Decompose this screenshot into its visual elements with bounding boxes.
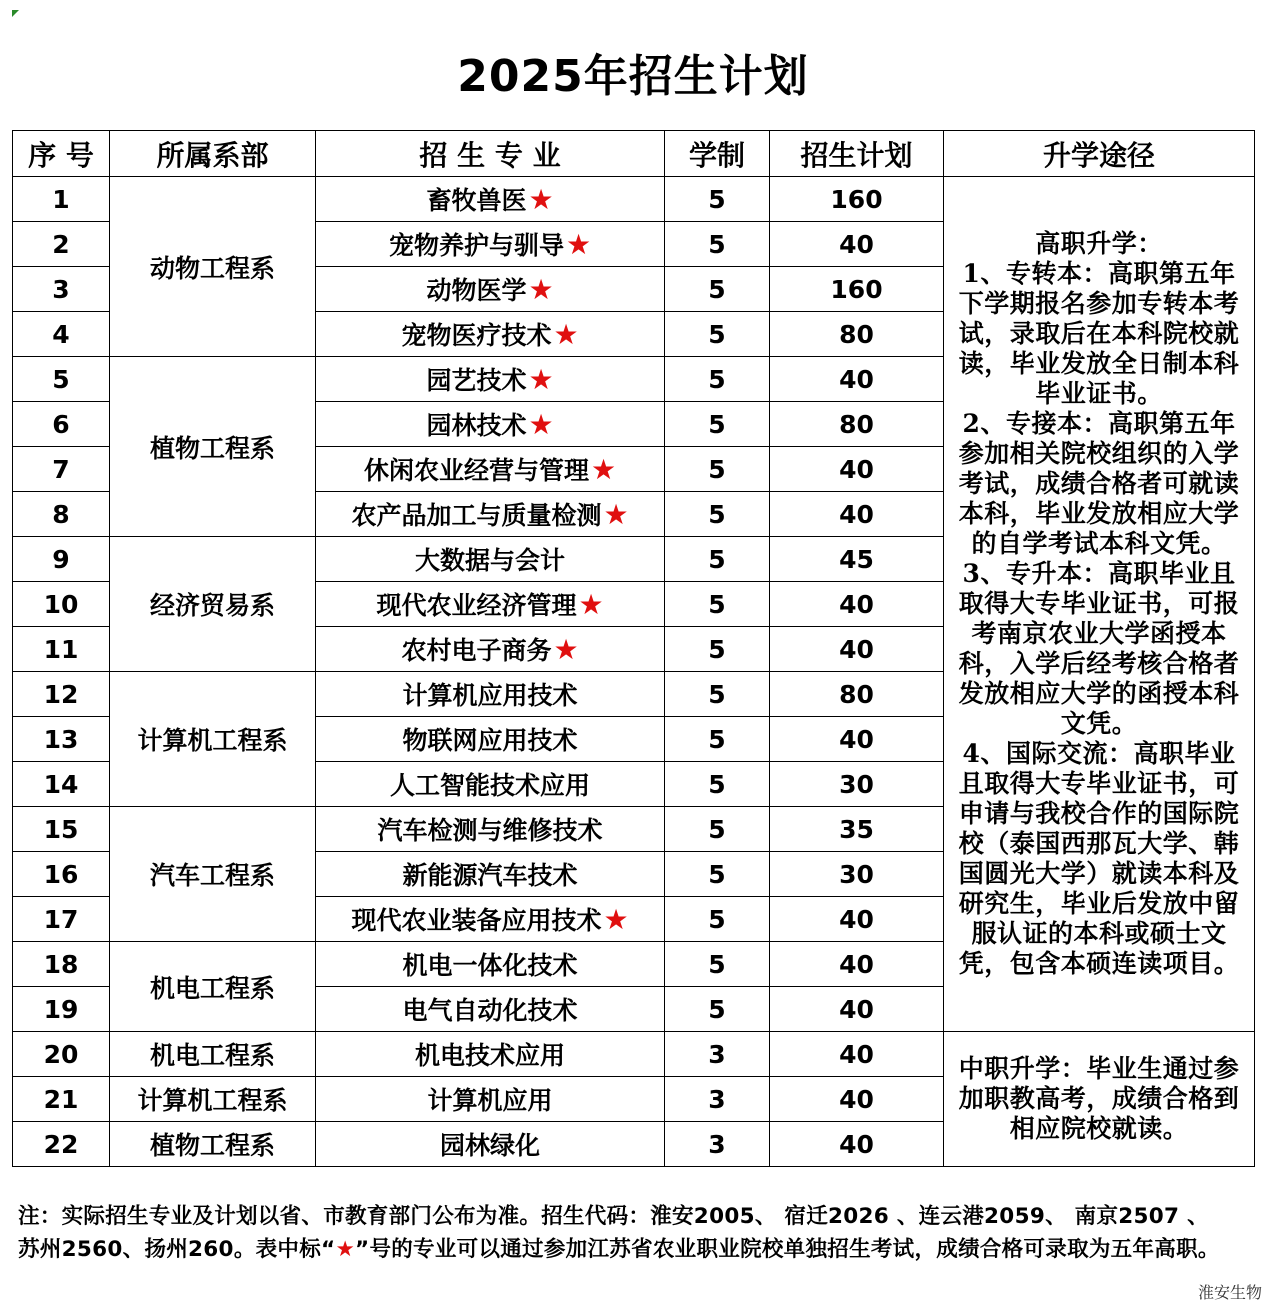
major-name: 计算机应用 [427, 1086, 553, 1115]
years-cell: 5 [665, 987, 770, 1032]
row-index: 5 [13, 357, 110, 402]
corner-mark [12, 10, 19, 17]
plan-cell: 40 [770, 897, 944, 942]
major-name: 宠物养护与驯导 [388, 231, 564, 260]
major-name: 机电技术应用 [414, 1041, 565, 1070]
plan-cell: 40 [770, 1122, 944, 1167]
department-cell: 植物工程系 [110, 357, 316, 537]
plan-cell: 40 [770, 942, 944, 987]
plan-cell: 80 [770, 402, 944, 447]
star-icon: ★ [335, 1237, 356, 1262]
department-cell: 计算机工程系 [110, 672, 316, 807]
plan-cell: 40 [770, 1077, 944, 1122]
row-index: 4 [13, 312, 110, 357]
major-cell [316, 222, 665, 267]
row-index: 18 [13, 942, 110, 987]
watermark: 淮安生物 [1197, 1283, 1262, 1302]
plan-cell: 40 [770, 987, 944, 1032]
major-name: 农产品加工与质量检测 [351, 501, 602, 530]
major-cell [316, 357, 665, 402]
row-index: 2 [13, 222, 110, 267]
row-index: 22 [13, 1122, 110, 1167]
major-name: 园林技术 [426, 411, 527, 440]
star-icon: ★ [528, 363, 554, 396]
header-major: 招 生 专 业 [316, 131, 665, 177]
major-name: 宠物医疗技术 [401, 321, 552, 350]
major-cell [316, 987, 665, 1032]
major-name: 休闲农业经营与管理 [363, 456, 589, 485]
path-line: 取得大专毕业证书，可报 [958, 589, 1240, 618]
star-icon: ★ [553, 318, 579, 351]
path-line: 服认证的本科或硕士文 [971, 919, 1227, 948]
major-cell [316, 717, 665, 762]
higher-vocational-path [944, 177, 1255, 1032]
path-line: 加职教高考，成绩合格到 [958, 1084, 1240, 1113]
years-cell: 5 [665, 402, 770, 447]
row-index: 21 [13, 1077, 110, 1122]
department-cell: 计算机工程系 [110, 1077, 316, 1122]
path-line: 4、国际交流：高职毕业 [962, 739, 1236, 768]
years-cell: 5 [665, 807, 770, 852]
path-line: 高职升学： [1035, 229, 1163, 258]
years-cell: 5 [665, 267, 770, 312]
department-cell: 机电工程系 [110, 1032, 316, 1077]
years-cell: 5 [665, 447, 770, 492]
row-index: 11 [13, 627, 110, 672]
path-line: 且取得大专毕业证书，可 [958, 769, 1240, 798]
major-name: 农村电子商务 [401, 636, 552, 665]
star-icon: ★ [603, 498, 629, 531]
department-cell: 汽车工程系 [110, 807, 316, 942]
major-name: 人工智能技术应用 [389, 771, 590, 800]
header-department: 所属系部 [110, 131, 316, 177]
years-cell: 5 [665, 357, 770, 402]
row-index: 17 [13, 897, 110, 942]
major-name: 电气自动化技术 [402, 996, 578, 1025]
path-line: 中职升学：毕业生通过参 [958, 1054, 1240, 1083]
major-name: 动物医学 [426, 276, 527, 305]
plan-cell: 40 [770, 582, 944, 627]
star-icon: ★ [578, 588, 604, 621]
plan-cell: 40 [770, 447, 944, 492]
path-line: 申请与我校合作的国际院 [958, 799, 1240, 828]
path-line: 的自学考试本科文凭。 [971, 529, 1227, 558]
row-index: 20 [13, 1032, 110, 1077]
row-index: 16 [13, 852, 110, 897]
plan-cell: 40 [770, 492, 944, 537]
major-cell [316, 627, 665, 672]
major-name: 物联网应用技术 [402, 726, 578, 755]
row-index: 14 [13, 762, 110, 807]
star-icon: ★ [603, 903, 629, 936]
row-index: 3 [13, 267, 110, 312]
row-index: 1 [13, 177, 110, 222]
years-cell: 5 [665, 942, 770, 987]
header-index: 序 号 [13, 131, 110, 177]
years-cell: 5 [665, 762, 770, 807]
path-line: 凭，包含本硕连读项目。 [958, 949, 1240, 978]
major-name: 机电一体化技术 [402, 951, 578, 980]
path-line: 校（泰国西那瓦大学、韩 [958, 829, 1240, 858]
plan-cell: 35 [770, 807, 944, 852]
years-cell: 5 [665, 627, 770, 672]
secondary-vocational-path [944, 1032, 1255, 1167]
major-name: 现代农业经济管理 [376, 591, 577, 620]
page-title: 2025年招生计划 [457, 51, 809, 102]
major-name: 畜牧兽医 [426, 186, 527, 215]
major-name: 园林绿化 [439, 1131, 540, 1160]
years-cell: 5 [665, 672, 770, 717]
row-index: 19 [13, 987, 110, 1032]
years-cell: 5 [665, 897, 770, 942]
years-cell: 5 [665, 312, 770, 357]
path-line: 试，录取后在本科院校就 [958, 319, 1240, 348]
star-icon: ★ [553, 633, 579, 666]
footnote [18, 1200, 1238, 1266]
row-index: 7 [13, 447, 110, 492]
path-line: 1、专转本：高职第五年 [962, 259, 1236, 288]
plan-cell: 40 [770, 357, 944, 402]
path-line: 2、专接本：高职第五年 [962, 409, 1236, 438]
star-icon: ★ [528, 183, 554, 216]
major-name: 园艺技术 [426, 366, 527, 395]
department-cell: 植物工程系 [110, 1122, 316, 1167]
years-cell: 3 [665, 1077, 770, 1122]
table-header-row [13, 131, 1255, 177]
table-body [13, 177, 1255, 1167]
row-index: 8 [13, 492, 110, 537]
plan-cell: 160 [770, 177, 944, 222]
path-line: 考南京农业大学函授本 [971, 619, 1227, 648]
header-path: 升学途径 [944, 131, 1255, 177]
major-cell [316, 672, 665, 717]
years-cell: 5 [665, 537, 770, 582]
header-years: 学制 [665, 131, 770, 177]
footnote-part1: 注：实际招生专业及计划以省、市教育部门公布为准。招生代码：淮安2005、 宿迁2026 、连云港2059、 南京2507 、 苏州2560、扬州260。表中标“ [18, 1204, 1209, 1262]
row-index: 10 [13, 582, 110, 627]
major-cell [316, 807, 665, 852]
enrollment-table [12, 130, 1255, 1167]
path-line: 科，入学后经考核合格者 [958, 649, 1240, 678]
plan-cell: 40 [770, 1032, 944, 1077]
years-cell: 5 [665, 582, 770, 627]
row-index: 9 [13, 537, 110, 582]
years-cell: 3 [665, 1122, 770, 1167]
star-icon: ★ [565, 228, 592, 261]
major-cell [316, 582, 665, 627]
path-line: 考试，成绩合格者可就读 [958, 469, 1240, 498]
path-line: 发放相应大学的函授本科 [958, 679, 1240, 708]
major-cell [316, 177, 665, 222]
plan-cell: 30 [770, 852, 944, 897]
path-line: 国圆光大学）就读本科及 [958, 859, 1240, 888]
major-cell [316, 1077, 665, 1122]
footnote-part2: ”号的专业可以通过参加江苏省农业职业院校单独招生考试，成绩合格可录取为五年高职。 [355, 1237, 1220, 1262]
table-row [13, 1032, 1255, 1077]
major-name: 计算机应用技术 [402, 681, 578, 710]
row-index: 13 [13, 717, 110, 762]
path-line: 本科，毕业发放相应大学 [958, 499, 1240, 528]
department-cell: 动物工程系 [110, 177, 316, 357]
major-cell [316, 762, 665, 807]
plan-cell: 45 [770, 537, 944, 582]
star-icon: ★ [528, 273, 554, 306]
path-line: 文凭。 [1060, 709, 1138, 738]
star-icon: ★ [590, 453, 617, 486]
years-cell: 5 [665, 177, 770, 222]
major-cell [316, 402, 665, 447]
major-cell [316, 312, 665, 357]
major-cell [316, 492, 665, 537]
path-line: 读，毕业发放全日制本科 [958, 349, 1240, 378]
major-name: 现代农业装备应用技术 [351, 906, 602, 935]
header-plan: 招生计划 [770, 131, 944, 177]
path-line: 下学期报名参加专转本考 [958, 289, 1240, 318]
years-cell: 5 [665, 717, 770, 762]
department-cell: 机电工程系 [110, 942, 316, 1032]
major-name: 大数据与会计 [414, 546, 565, 575]
table-row [13, 177, 1255, 222]
row-index: 12 [13, 672, 110, 717]
major-cell [316, 537, 665, 582]
years-cell: 5 [665, 492, 770, 537]
plan-cell: 80 [770, 672, 944, 717]
path-line: 毕业证书。 [1035, 379, 1163, 408]
plan-cell: 40 [770, 627, 944, 672]
plan-cell: 160 [770, 267, 944, 312]
plan-cell: 30 [770, 762, 944, 807]
major-name: 汽车检测与维修技术 [377, 816, 603, 845]
major-cell [316, 267, 665, 312]
major-cell [316, 1122, 665, 1167]
department-cell: 经济贸易系 [110, 537, 316, 672]
years-cell: 5 [665, 222, 770, 267]
plan-cell: 80 [770, 312, 944, 357]
major-cell [316, 942, 665, 987]
row-index: 15 [13, 807, 110, 852]
plan-cell: 40 [770, 717, 944, 762]
path-line: 相应院校就读。 [1009, 1114, 1189, 1143]
major-cell [316, 447, 665, 492]
major-cell [316, 1032, 665, 1077]
star-icon: ★ [528, 408, 554, 441]
major-name: 新能源汽车技术 [402, 861, 578, 890]
path-line: 研究生，毕业后发放中留 [958, 889, 1240, 918]
path-line: 3、专升本：高职毕业且 [962, 559, 1236, 588]
major-cell [316, 897, 665, 942]
years-cell: 3 [665, 1032, 770, 1077]
path-line: 参加相关院校组织的入学 [958, 439, 1240, 468]
row-index: 6 [13, 402, 110, 447]
plan-cell: 40 [770, 222, 944, 267]
major-cell [316, 852, 665, 897]
years-cell: 5 [665, 852, 770, 897]
